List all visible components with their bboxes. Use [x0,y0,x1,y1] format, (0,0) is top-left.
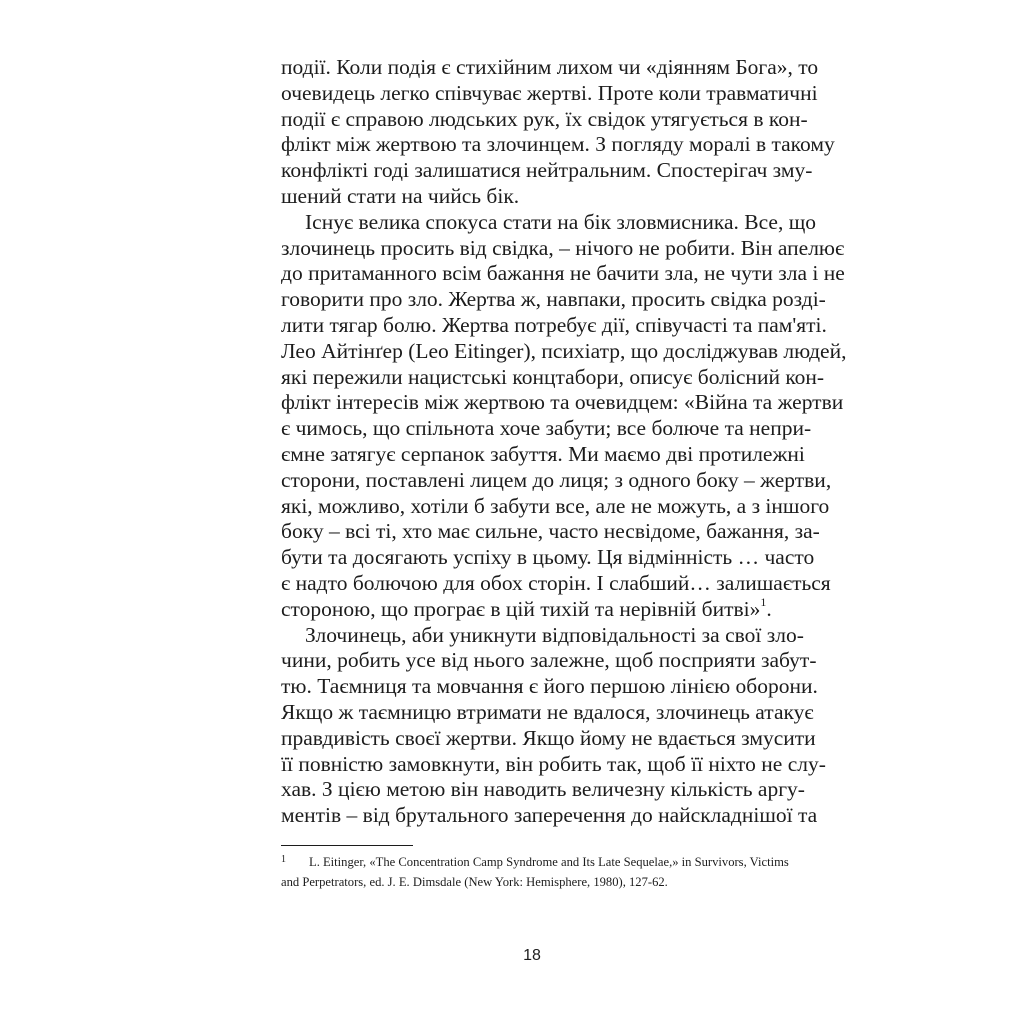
body-line-5: конфлікті годі залишатися нейтральним. Спостерігач зму- [281,158,813,183]
body-line-9: до притаманного всім бажання не бачити зла, не чути зла і не [281,261,845,286]
body-line-17: сторони, поставлені лицем до лиця; з одного боку – жертви, [281,467,832,492]
body-line-23: Злочинець, аби уникнути відповідальності за свої зло- [305,622,804,647]
body-line-7: Існує велика спокуса стати на бік зловмисника. Все, що [305,209,817,234]
body-line-4: флікт між жертвою та злочинцем. З погляду моралі в такому [281,132,835,157]
body-line-10: говорити про зло. Жертва ж, навпаки, просить свідка розді- [281,287,826,312]
body-line-22-text: стороною, що програє в цій тихій та нерівній битві» [281,596,761,621]
body-line-28: її повністю замовкнути, він робить так, щоб її ніхто не слу- [281,751,826,776]
body-line-22-period: . [766,596,772,621]
body-line-21: є надто болючою для обох сторін. І слабший… залишається [281,571,831,595]
body-line-3: події є справою людських рук, їх свідок утягується в кон- [281,106,808,131]
body-line-25: тю. Таємниця та мовчання є його першою лінією оборони. [281,674,818,699]
body-line-8: злочинець просить від свідка, – нічого не робити. Він апелює [281,235,845,260]
page-number: 18 [523,947,541,964]
body-line-6: шений стати на чийсь бік. [281,184,520,208]
body-line-30: ментів – від брутального заперечення до найскладнішої та [281,803,818,828]
body-line-14: флікт інтересів між жертвою та очевидцем: «Війна та жертви [281,390,844,415]
footnote-reference[interactable]: 1 [760,594,767,609]
body-line-11: лити тягар болю. Жертва потребує дії, співучасті та пам'яті. [281,313,827,337]
body-line-26: Якщо ж таємницю втримати не вдалося, злочинець атакує [281,700,814,724]
body-line-27: правдивість своєї жертви. Якщо йому не вдається змусити [281,725,816,750]
footnote-line-1 [281,852,789,872]
body-line-29: хав. З цією метою він наводить величезну кількість аргу- [281,777,805,802]
footnote-divider [281,845,413,846]
body-line-2: очевидець легко співчуває жертві. Проте коли травматичні [281,80,818,105]
body-line-20: бути та досягають успіху в цьому. Ця відмінність … часто [281,545,815,570]
footnote-number: 1 [281,854,286,865]
body-line-18: які, можливо, хотіли б забути все, але не можуть, а з іншого [281,493,830,518]
body-line-12: Лео Айтінґер (Leo Eitinger), психіатр, що досліджував людей, [281,338,847,363]
footnote-text-1: L. Eitinger, «The Concentration Camp Syndrome and Its Late Sequelae,» in Survivors, Victims [309,855,789,869]
body-line-15: є чимось, що спільнота хоче забути; все болюче та непри- [281,416,812,441]
body-line-19: боку – всі ті, хто має сильне, часто несвідоме, бажання, за- [281,519,820,544]
body-line-16: ємне затягує серпанок забуття. Ми маємо дві протилежні [281,442,805,466]
footnote-line-2: and Perpetrators, ed. J. E. Dimsdale (New York: Hemisphere, 1980), 127-62. [281,875,668,889]
body-line-1: події. Коли подія є стихійним лихом чи «діянням Бога», то [281,55,819,79]
body-line-24: чини, робить усе від нього залежне, щоб посприяти забут- [281,648,817,673]
body-line-22 [281,594,783,623]
body-line-13: які пережили нацистські концтабори, описує болісний кон- [281,364,825,389]
